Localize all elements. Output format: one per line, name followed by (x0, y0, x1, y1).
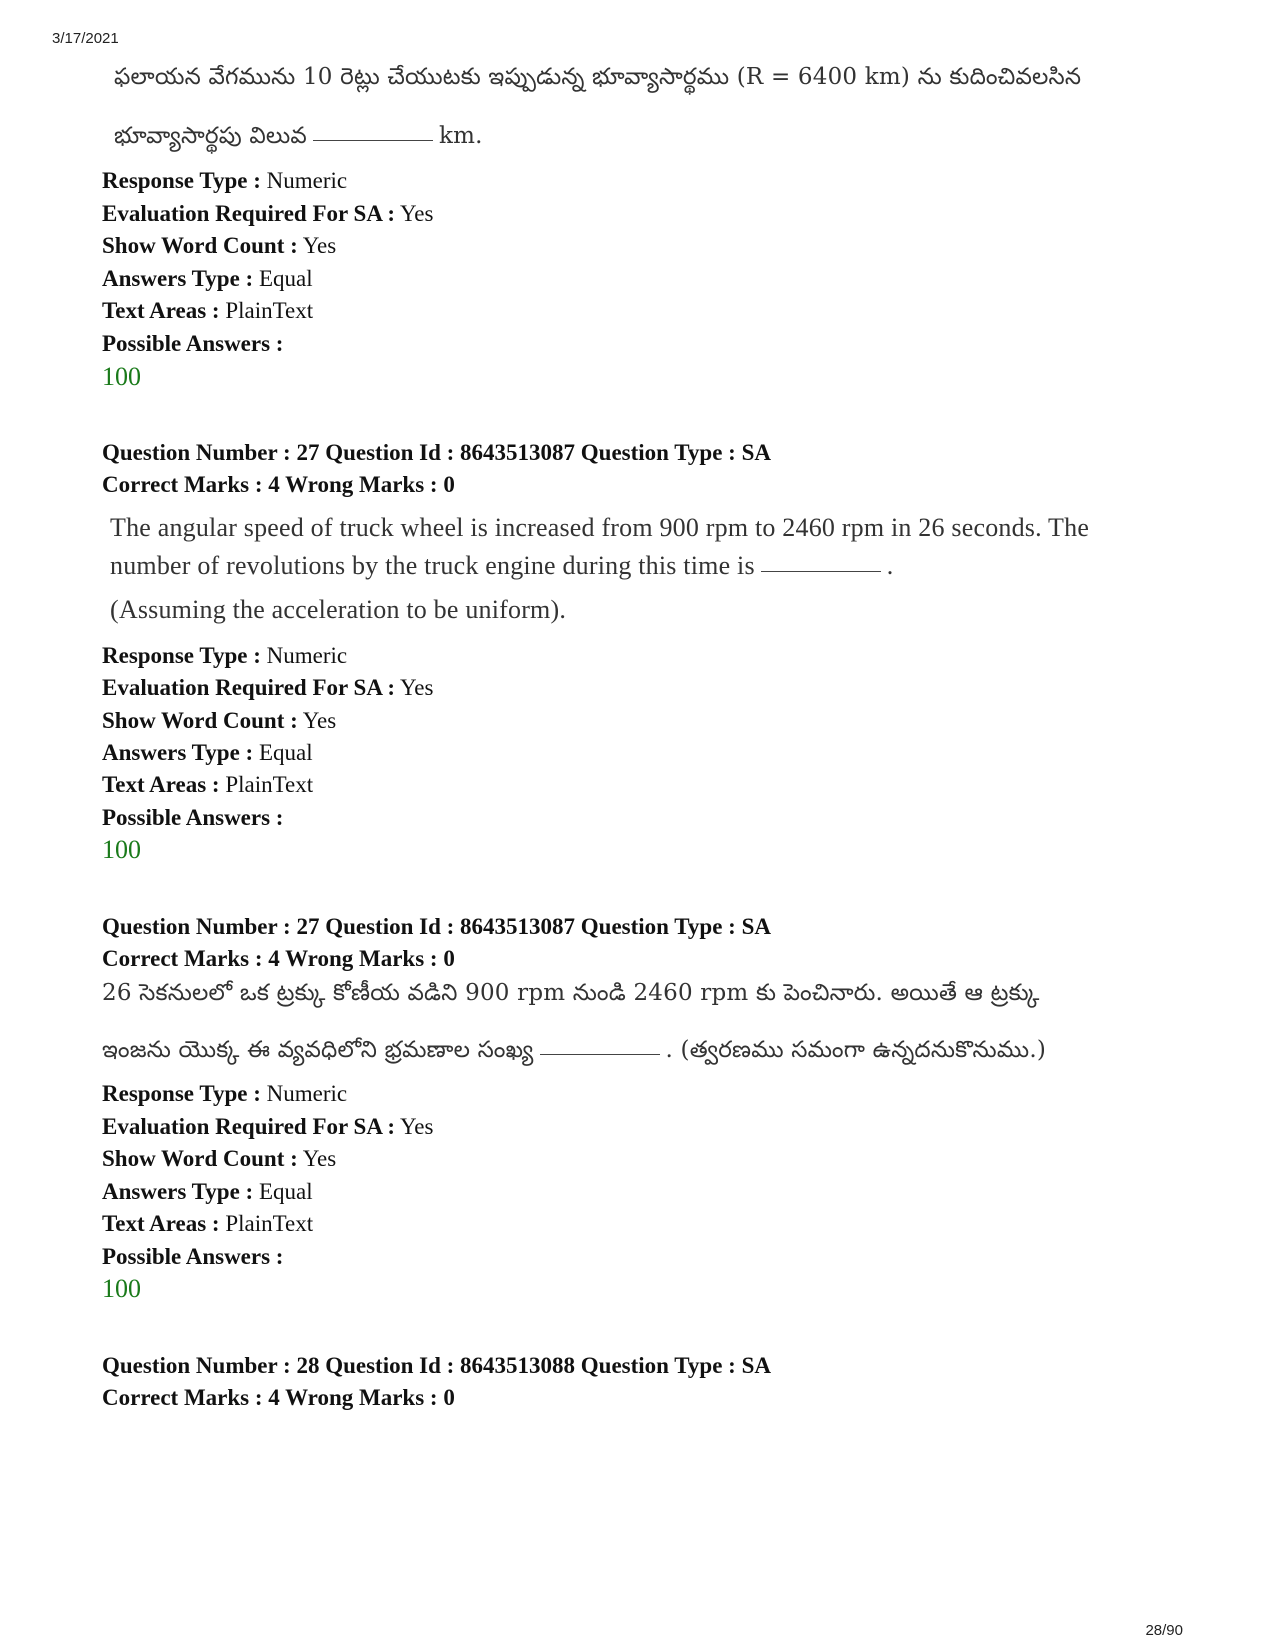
possible-answer-value: 100 (102, 362, 141, 391)
possible-answer-value: 100 (102, 835, 141, 864)
question-text-segment: ఇంజను యొక్క ఈ వ్యవధిలోని భ్రమణాల సంఖ్య (102, 1037, 534, 1063)
response-type-row: Response Type : Numeric (102, 643, 348, 668)
question-text-line: 26 సెకనులలో ఒక ట్రక్కు కోణీయ వడిని 900 rpm నుండి 2460 rpm కు పెంచినారు. అయితే ఆ ట్రక్కు (102, 980, 1040, 1006)
text-areas-row: Text Areas : PlainText (102, 1211, 314, 1236)
question-text-segment: భూవ్యాసార్థపు విలువ (114, 123, 307, 149)
question-text-line: ఫలాయన వేగమును 10 రెట్లు చేయుటకు ఇప్పుడున్న భూవ్యాసార్థము (R = 6400 km) ను కుదించివలసిన (114, 64, 1082, 90)
question-text-line (114, 123, 483, 155)
question-text-line (110, 551, 893, 581)
possible-answers-label: Possible Answers : (102, 805, 284, 830)
response-type-row: Response Type : Numeric (102, 168, 348, 193)
question-header: Question Number : 27 Question Id : 8643513087 Question Type : SA (102, 914, 771, 939)
text-areas-row: Text Areas : PlainText (102, 772, 314, 797)
question-header: Question Number : 28 Question Id : 8643513088 Question Type : SA (102, 1353, 771, 1378)
possible-answer-value: 100 (102, 1274, 141, 1303)
answers-type-row: Answers Type : Equal (102, 1179, 313, 1204)
question-text-segment: . (886, 551, 894, 580)
answers-type-row: Answers Type : Equal (102, 740, 313, 765)
show-word-count-row: Show Word Count : Yes (102, 708, 337, 733)
marks-header: Correct Marks : 4 Wrong Marks : 0 (102, 946, 455, 971)
response-type-row: Response Type : Numeric (102, 1081, 348, 1106)
marks-header: Correct Marks : 4 Wrong Marks : 0 (102, 472, 455, 497)
evaluation-required-row: Evaluation Required For SA : Yes (102, 201, 434, 226)
page-number: 28/90 (1145, 1622, 1183, 1639)
question-text-segment: number of revolutions by the truck engine during this time is (110, 551, 755, 580)
question-text-line: (Assuming the acceleration to be uniform). (110, 595, 567, 624)
possible-answers-label: Possible Answers : (102, 1244, 284, 1269)
question-header: Question Number : 27 Question Id : 8643513087 Question Type : SA (102, 440, 771, 465)
show-word-count-row: Show Word Count : Yes (102, 233, 337, 258)
possible-answers-label: Possible Answers : (102, 331, 284, 356)
marks-header: Correct Marks : 4 Wrong Marks : 0 (102, 1385, 455, 1410)
question-text-segment: km. (438, 123, 483, 149)
answer-blank (313, 139, 433, 141)
page-date: 3/17/2021 (52, 30, 119, 47)
evaluation-required-row: Evaluation Required For SA : Yes (102, 1114, 434, 1139)
show-word-count-row: Show Word Count : Yes (102, 1146, 337, 1171)
answers-type-row: Answers Type : Equal (102, 266, 313, 291)
question-text-line (102, 1037, 1046, 1069)
answer-blank (540, 1053, 660, 1055)
text-areas-row: Text Areas : PlainText (102, 298, 314, 323)
question-text-line: The angular speed of truck wheel is increased from 900 rpm to 2460 rpm in 26 seconds. The (110, 513, 1090, 542)
evaluation-required-row: Evaluation Required For SA : Yes (102, 675, 434, 700)
answer-blank (761, 570, 881, 572)
question-text-segment: . (త్వరణము సమంగా ఉన్నదనుకొనుము.) (665, 1037, 1047, 1063)
